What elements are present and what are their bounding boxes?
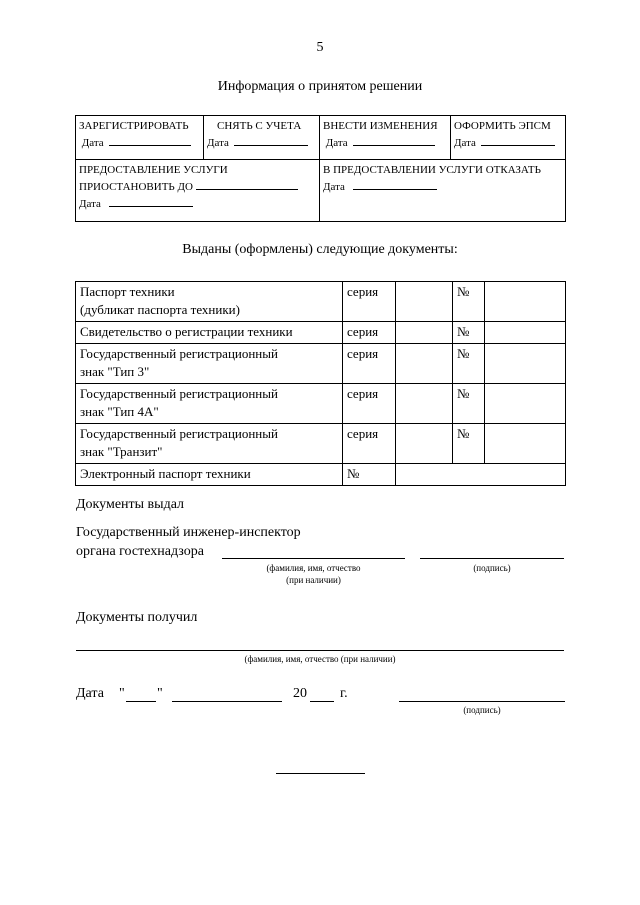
number-value[interactable] (485, 384, 566, 424)
decision-table (75, 115, 566, 222)
table-row (76, 464, 566, 486)
amend-label: ВНЕСТИ ИЗМЕНЕНИЯ (323, 120, 438, 132)
quote-close: " (157, 686, 163, 701)
table-row (76, 424, 566, 464)
recipient-signature-hint: (подпись) (463, 705, 501, 715)
day-line[interactable] (126, 701, 156, 702)
issued-label: Документы выдал (76, 497, 185, 512)
table-row (76, 344, 566, 384)
decision-title: Информация о принятом решении (217, 79, 423, 94)
refuse-label: В ПРЕДОСТАВЛЕНИИ УСЛУГИ ОТКАЗАТЬ (323, 164, 541, 176)
recipient-signature-line[interactable] (399, 701, 565, 702)
date-label: Дата (81, 137, 104, 149)
series-label: серия (343, 322, 396, 344)
refuse-cell[interactable] (320, 160, 566, 222)
doc-name: Государственный регистрационный знак "Тип 4А" (76, 384, 343, 424)
doc-name: Государственный регистрационный знак "Транзит" (76, 424, 343, 464)
number-label: № (453, 322, 485, 344)
number-label: № (453, 282, 485, 322)
date-line[interactable] (109, 195, 193, 207)
signature-hint: (подпись) (473, 563, 511, 573)
doc-name: Паспорт техники (дубликат паспорта техники) (76, 282, 343, 322)
date-label: Дата (79, 198, 101, 210)
series-label: серия (343, 424, 396, 464)
suspend-until-line[interactable] (196, 178, 298, 190)
name-hint-line1: (фамилия, имя, отчество (266, 563, 361, 573)
series-value[interactable] (396, 424, 453, 464)
number-label: № (453, 384, 485, 424)
number-value[interactable] (485, 344, 566, 384)
doc-name: Электронный паспорт техники (76, 464, 343, 486)
number-label: № (343, 464, 396, 486)
register-cell[interactable] (76, 116, 204, 160)
date-line[interactable] (353, 178, 437, 190)
number-value[interactable] (485, 322, 566, 344)
number-value[interactable] (485, 424, 566, 464)
date-label: Дата (76, 686, 104, 701)
doc-name: Государственный регистрационный знак "Тип 3" (76, 344, 343, 384)
inspector-name-line[interactable] (222, 558, 405, 559)
name-hint-line2: (при наличии) (286, 575, 341, 585)
suspend-line2: ПРИОСТАНОВИТЬ ДО (79, 181, 193, 193)
number-label: № (453, 344, 485, 384)
end-separator (276, 773, 365, 774)
quote-open: " (119, 686, 125, 701)
series-value[interactable] (396, 344, 453, 384)
series-value[interactable] (396, 282, 453, 322)
issue-epsm-label: ОФОРМИТЬ ЭПСМ (454, 120, 551, 132)
number-value[interactable] (485, 282, 566, 322)
date-line[interactable] (353, 134, 435, 146)
documents-table (75, 281, 566, 486)
series-label: серия (343, 282, 396, 322)
date-label: Дата (207, 137, 229, 149)
table-row (76, 384, 566, 424)
recipient-name-hint: (фамилия, имя, отчество (при наличии) (244, 654, 396, 664)
doc-name: Свидетельство о регистрации техники (76, 322, 343, 344)
month-line[interactable] (172, 701, 282, 702)
table-row (76, 322, 566, 344)
documents-title: Выданы (оформлены) следующие документы: (182, 242, 458, 257)
series-value[interactable] (396, 322, 453, 344)
series-value[interactable] (396, 384, 453, 424)
recipient-name-line[interactable] (76, 650, 564, 651)
date-line[interactable] (234, 134, 308, 146)
page-number: 5 (316, 40, 324, 55)
year-line[interactable] (310, 701, 334, 702)
year-prefix: 20 (293, 686, 307, 701)
date-line[interactable] (481, 134, 555, 146)
year-suffix: г. (340, 686, 348, 701)
received-label: Документы получил (76, 610, 198, 625)
date-label: Дата (325, 137, 348, 149)
number-label: № (453, 424, 485, 464)
date-label: Дата (323, 181, 345, 193)
date-line[interactable] (109, 134, 191, 146)
issue-epsm-cell[interactable] (451, 116, 566, 160)
table-row (76, 282, 566, 322)
deregister-cell[interactable] (204, 116, 320, 160)
date-label: Дата (454, 137, 476, 149)
amend-cell[interactable] (320, 116, 451, 160)
position-line2: органа гостехнадзора (76, 544, 204, 559)
number-value[interactable] (396, 464, 566, 486)
deregister-label: СНЯТЬ С УЧЕТА (217, 120, 302, 132)
inspector-signature-line[interactable] (420, 558, 564, 559)
series-label: серия (343, 344, 396, 384)
position-line1: Государственный инженер-инспектор (76, 525, 301, 540)
series-label: серия (343, 384, 396, 424)
suspend-cell[interactable] (76, 160, 320, 222)
suspend-line1: ПРЕДОСТАВЛЕНИЕ УСЛУГИ (79, 164, 228, 176)
register-label: ЗАРЕГИСТРИРОВАТЬ (79, 120, 189, 132)
